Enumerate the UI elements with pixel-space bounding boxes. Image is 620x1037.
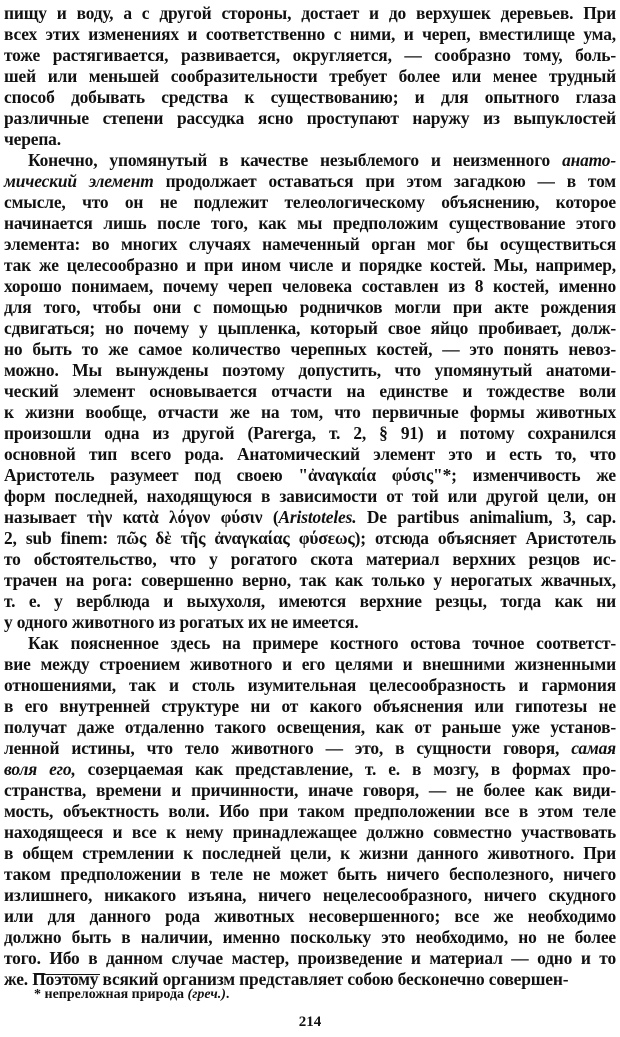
text-line: получат даже отдаленно такого освещения, как от раньше уже установ-: [4, 717, 616, 737]
text-line: ленной истины, что тело животного — это, в сущности говоря, самая: [4, 738, 616, 758]
text-line: черепа.: [4, 129, 61, 149]
footnote: * непреложная природа (греч.).: [34, 987, 230, 1002]
text-line: в общем стремлении к последней цели, к жизни данного животного. При: [4, 843, 616, 863]
text-line: или для данного рода животных несовершенного; все же необходимо: [4, 906, 616, 926]
text-line: произошли одна из другой (Parerga, т. 2, § 91) и потому сохранился: [4, 423, 616, 443]
text-line: таком предположении в теле не может быть ничего бесполезного, ничего: [4, 864, 616, 884]
page-number: 214: [298, 1014, 322, 1030]
footnote-separator: [34, 974, 100, 975]
text-line: странства, времени и причинности, иначе говоря, — не более как види-: [4, 780, 616, 800]
text-line: вие между строением животного и его целями и внешними жизненными: [4, 654, 616, 674]
text-line: элемента: во многих случаях намеченный орган мог бы осуществиться: [4, 234, 616, 254]
text-line: начинается лишь после того, как мы предположим существование этого: [4, 213, 616, 233]
text-line: всех этих изменениях и соответственно с ними, и череп, вместилище ума,: [4, 24, 616, 44]
text-line: воля его, созерцаемая как представление, т. е. в мозгу, в формах про-: [4, 759, 616, 779]
italic-span: воля его,: [4, 759, 76, 779]
text-line: Аристотель разумеет под своею "ἀναγκαία φύσις"*; изменчивость же: [4, 465, 616, 485]
text-line: называет τὴν κατὰ λόγον φύσιν (Aristoteles. De partibus animalium, 3, cap.: [4, 507, 617, 527]
italic-span: анато-: [562, 150, 616, 170]
text-line: основной тип всего рода. Анатомический элемент это и есть то, что: [4, 444, 616, 464]
text-line: форм последней, находящуюся в зависимости от той или другой цели, он: [4, 486, 616, 506]
text-line: можно. Мы вынуждены поэтому допустить, что упомянутый анатоми-: [4, 360, 616, 380]
text-line: способ добывать средства к существованию; и для опытного глаза: [4, 87, 616, 107]
book-page: [4, 2, 616, 1035]
text-line: пищу и воду, а с другой стороны, достает и до верхушек деревьев. При: [4, 3, 616, 23]
text-line: тоже растягивается, развивается, округляется, — сообразно тому, боль-: [4, 45, 616, 65]
text-line: так же целесообразно и при ином числе и порядке костей. Мы, например,: [4, 255, 616, 275]
text-line: Как поясненное здесь на примере костного остова точное соответст-: [28, 633, 616, 653]
text-line: того. Ибо в данном случае мастер, произведение и материал — одно и то: [4, 948, 616, 968]
text-line: для того, чтобы они с помощью родничков могли при акте рождения: [4, 297, 616, 317]
italic-span: Aristoteles.: [278, 507, 357, 527]
text-line: ческий элемент основывается отчасти на единстве и тождестве воли: [4, 381, 616, 401]
text-line: трачен на рога: совершенно верно, так как только у нерогатых жвачных,: [4, 570, 616, 590]
text-line: должно быть в наличии, именно поскольку это необходимо, но не более: [4, 927, 616, 947]
italic-span: самая: [571, 738, 616, 758]
text-line: излишнего, никакого изъяна, ничего нецелесообразного, ничего скудного: [4, 885, 616, 905]
text-line: же. Поэтому всякий организм представляет собою бесконечно совершен-: [4, 969, 569, 989]
italic-span: (греч.): [187, 987, 226, 1002]
text-line: 2, sub finem: πῶς δὲ τῆς ἀναγκαίας φύσεως); отсюда объясняет Аристотель: [4, 528, 616, 548]
text-line: отношениями, так и столь изумительная целесообразность и гармония: [4, 675, 616, 695]
text-line: шей или меньшей сообразительности требует более или менее трудный: [4, 66, 616, 86]
text-line: сдвигаться; но почему у цыпленка, который свое яйцо пробивает, долж-: [4, 318, 616, 338]
text-line: смысле, что он не подлежит телеологическому объяснению, которое: [4, 192, 616, 212]
text-line: то обстоятельство, что у рогатого скота материал верхних резцов ис-: [4, 549, 616, 569]
text-line: у одного животного из рогатых их не имеется.: [4, 612, 359, 632]
text-line: т. е. у верблюда и выхухоля, имеются верхние резцы, тогда как ни: [4, 591, 616, 611]
text-line: Конечно, упомянутый в качестве незыблемого и неизменного анато-: [28, 150, 616, 170]
text-line: находящееся и все к нему принадлежащее должно совместно участвовать: [4, 822, 616, 842]
text-line: различные степени рассудка ясно проступают наружу из выпуклостей: [4, 108, 616, 128]
italic-span: мический элемент: [4, 171, 154, 191]
text-line: но быть то же самое количество черепных костей, — это понять невоз-: [4, 339, 616, 359]
text-line: хорошо понимаем, почему череп человека составлен из 8 костей, именно: [4, 276, 616, 296]
text-line: мический элемент продолжает оставаться при этом загадкою — в том: [4, 171, 617, 191]
text-line: мость, объектность воли. Ибо при таком предположении все в этом теле: [4, 801, 616, 821]
text-line: в его внутренней структуре ни от какого объяснения или гипотезы не: [4, 696, 616, 716]
text-line: к жизни вообще, отчасти же на том, что первичные формы животных: [4, 402, 616, 422]
